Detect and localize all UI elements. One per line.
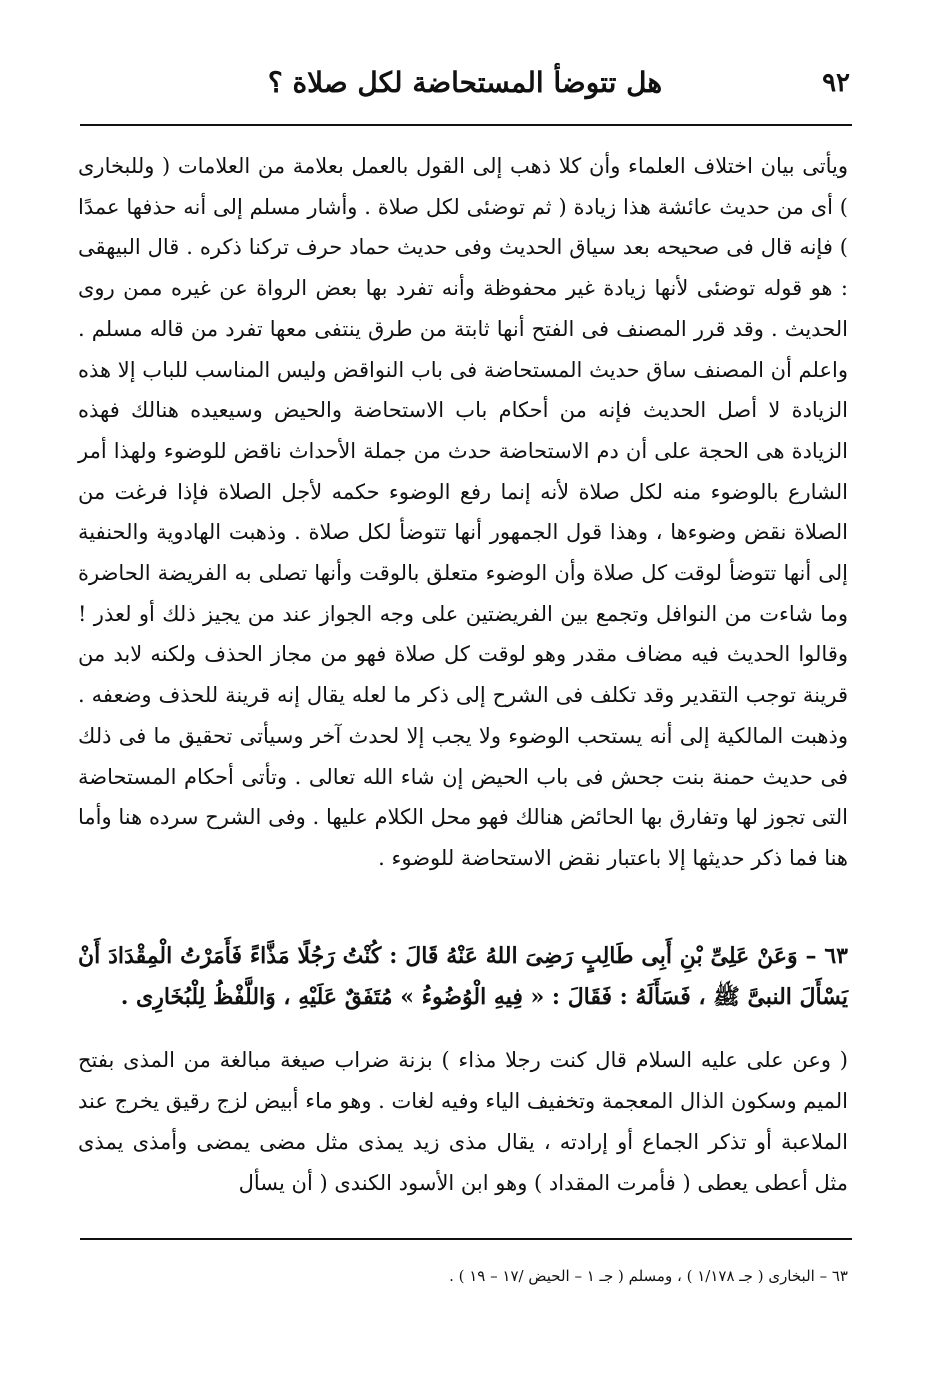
commentary-paragraph: ويأتى بيان اختلاف العلماء وأن كلا ذهب إلى القول بالعمل بعلامة من العلامات ( وللبخارى ) أى من حديث عائشة هذا زيادة ( ثم توضئى لكل صلاة . وأشار مسلم إلى أنه حذفها عمدًا ) فإنه قال فى صحيحه بعد سياق الحديث وفى حديث حماد حرف تركنا ذكره . قال البيهقى : هو قوله توضئى لأنها زيادة غير محفوظة وأنه تفرد بها بعض الرواة عن غيره ممن روى الحديث . وقد قرر المصنف فى الفتح أنها ثابتة من طرق ينتفى معها تفرد من قاله مسلم . واعلم أن المصنف ساق حديث المستحاضة فى باب النواقض وليس المناسب للباب إلا هذه الزيادة لا أصل الحديث فإنه من أحكام باب الاستحاضة والحيض وسيعيده هنالك فهذه الزيادة هى الحجة على أن دم الاستحاضة حدث من جملة الأحداث ناقض للوضوء ولهذا أمر الشارع بالوضوء منه لكل صلاة لأنه إنما رفع الوضوء حكمه لأجل الصلاة فإذا فرغت من الصلاة نقض وضوءها ، وهذا قول الجمهور أنها تتوضأ لكل صلاة . وذهبت الهادوية والحنفية إلى أنها تتوضأ لوقت كل صلاة وأن الوضوء متعلق بالوقت وأنها تصلى به الفريضة الحاضرة وما شاءت من النوافل وتجمع بين الفريضتين على وجه الجواز عند من يجيز ذلك أو لعذر ! وقالوا الحديث فيه مضاف مقدر وهو لوقت كل صلاة فهو من مجاز الحذف ولكنه لابد من قرينة توجب التقدير وقد تكلف فى الشرح إلى ذكر ما لعله يقال إنه قرينة للحذف وضعفه . وذهبت المالكية إلى أنه يستحب الوضوء ولا يجب إلا لحدث آخر وسيأتى تحقيق ما فى ذلك فى حديث حمنة بنت جحش فى باب الحيض إن شاء الله تعالى . وتأتى أحكام المستحاضة التى تجوز لها وتفارق بها الحائض هنالك فهو محل الكلام عليها . وفى الشرح سرده هنا وأما هنا فما ذكر حديثها إلا باعتبار نقض الاستحاضة للوضوء .	[78, 154, 848, 870]
footnote: ٦٣ – البخارى ( جـ ١/١٧٨ ) ، ومسلم ( جـ ١ – الحيض /١٧ – ١٩ ) .	[449, 1267, 848, 1285]
footnote-rule	[80, 1238, 852, 1240]
running-title: هل تتوضأ المستحاضة لكل صلاة ؟	[267, 66, 663, 99]
hadith-text: ٦٣ – وَعَنْ عَلِىِّ بْنِ أَبِى طَالِبٍ رَضِىَ اللهُ عَنْهُ قَالَ : كُنْتُ رَجُلًا مَذَّاءً فَأَمَرْتُ الْمِقْدَادَ أَنْ يَسْأَلَ النبىَّ ﷺ ، فَسَأَلَهُ : فَقَالَ : « فِيهِ الْوُضُوءُ » مُتَفَقٌ عَلَيْهِ ، وَاللَّفْظُ لِلْبُخَارِى .	[78, 943, 848, 1010]
page-header	[80, 62, 850, 112]
hadith-commentary: ( وعن على عليه السلام قال كنت رجلا مذاء ) بزنة ضراب صيغة مبالغة من المذى بفتح الميم وسكون الذال المعجمة وتخفيف الياء وفيه لغات . وهو ماء أبيض لزج رقيق يخرج عند الملاعبة أو تذكر الجماع أو إرادته ، يقال مذى زيد يمذى مثل مضى يمضى وأمذى يمذى مثل أعطى يعطى ( فأمرت المقداد ) وهو ابن الأسود الكندى ( أن يسأل	[78, 1048, 849, 1195]
page-number: ٩٢	[822, 68, 850, 98]
header-rule	[80, 124, 852, 126]
